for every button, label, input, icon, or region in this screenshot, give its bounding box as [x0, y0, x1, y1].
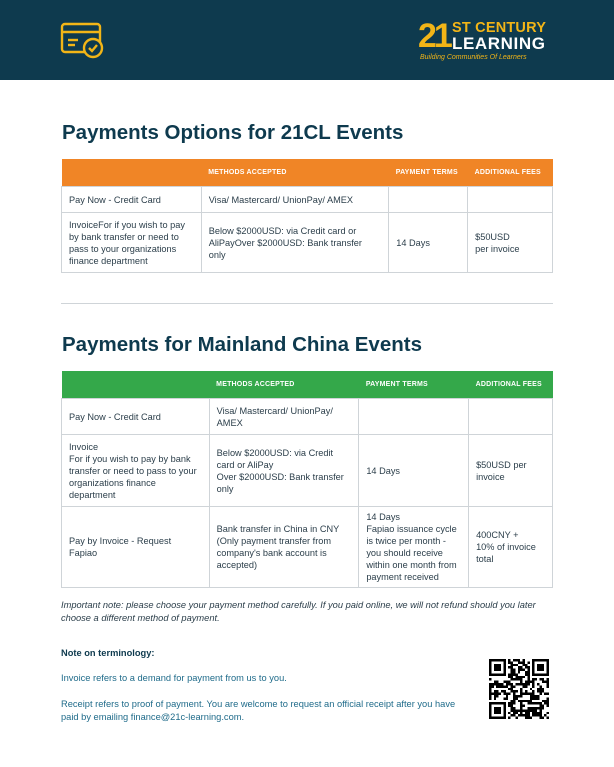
logo-tagline: Building Communities Of Learners [420, 54, 527, 61]
table-cell: $50USD per invoice [468, 213, 553, 273]
table-cell [389, 187, 468, 213]
table-cell: Bank transfer in China in CNY (Only payment transfer from company's bank account is accepted) [209, 507, 359, 588]
section2-title: Payments for Mainland China Events [62, 333, 422, 356]
table-cell [468, 187, 553, 213]
invoice-check-icon [60, 20, 106, 60]
logo-line1: ST CENTURY [452, 20, 547, 36]
invoice-definition: Invoice refers to a demand for payment from us to you. [61, 673, 287, 683]
brand-logo [418, 19, 588, 63]
logo-mark: 21 [418, 17, 450, 55]
table-row [62, 435, 553, 507]
table-cell: Below $2000USD: via Credit card or AliPay Over $2000USD: Bank transfer only [209, 435, 359, 507]
table-cell: Visa/ Mastercard/ UnionPay/ AMEX [209, 399, 359, 435]
column-header: ADDITIONAL FEES [468, 159, 553, 187]
table-cell: InvoiceFor if you wish to pay by bank transfer or need to pass to your organizations finance department [62, 213, 202, 273]
table-cell [469, 399, 553, 435]
table-cell: 14 Days Fapiao issuance cycle is twice per month - you should receive within one month from payment received [359, 507, 469, 588]
column-header: METHODS ACCEPTED [201, 159, 389, 187]
qr-code [489, 659, 549, 719]
table-cell: $50USD per invoice [469, 435, 553, 507]
header-bar [0, 0, 614, 80]
china-payments-table [61, 371, 553, 588]
terminology-title: Note on terminology: [61, 648, 155, 658]
table-cell: 14 Days [359, 435, 469, 507]
column-header [62, 159, 202, 187]
table-cell: Below $2000USD: via Credit card or AliPayOver $2000USD: Bank transfer only [201, 213, 389, 273]
important-note: Important note: please choose your payment method carefully. If you paid online, we will not refund should you later choose a different method of payment. [61, 600, 536, 623]
receipt-definition: Receipt refers to proof of payment. You are welcome to request an official receipt after you have paid by emailing finance@21c-learning.com. [61, 699, 456, 722]
table-row [62, 213, 553, 273]
section1-title: Payments Options for 21CL Events [62, 121, 404, 144]
payment-options-table [61, 159, 553, 273]
table-row [62, 187, 553, 213]
table-cell: Pay Now - Credit Card [62, 187, 202, 213]
table-cell: 14 Days [389, 213, 468, 273]
table-cell: Pay by Invoice - Request Fapiao [62, 507, 210, 588]
column-header: ADDITIONAL FEES [469, 371, 553, 399]
logo-line2: LEARNING [452, 34, 546, 53]
table-cell: Invoice For if you wish to pay by bank transfer or need to pass to your organizations finance department [62, 435, 210, 507]
table-cell [359, 399, 469, 435]
column-header: METHODS ACCEPTED [209, 371, 359, 399]
section-divider [61, 303, 553, 304]
table-row [62, 507, 553, 588]
table-header-row [62, 159, 553, 187]
table-cell: 400CNY + 10% of invoice total [469, 507, 553, 588]
column-header: PAYMENT TERMS [359, 371, 469, 399]
table-header-row [62, 371, 553, 399]
table-cell: Visa/ Mastercard/ UnionPay/ AMEX [201, 187, 389, 213]
column-header: PAYMENT TERMS [389, 159, 468, 187]
table-row [62, 399, 553, 435]
table-cell: Pay Now - Credit Card [62, 399, 210, 435]
column-header [62, 371, 210, 399]
